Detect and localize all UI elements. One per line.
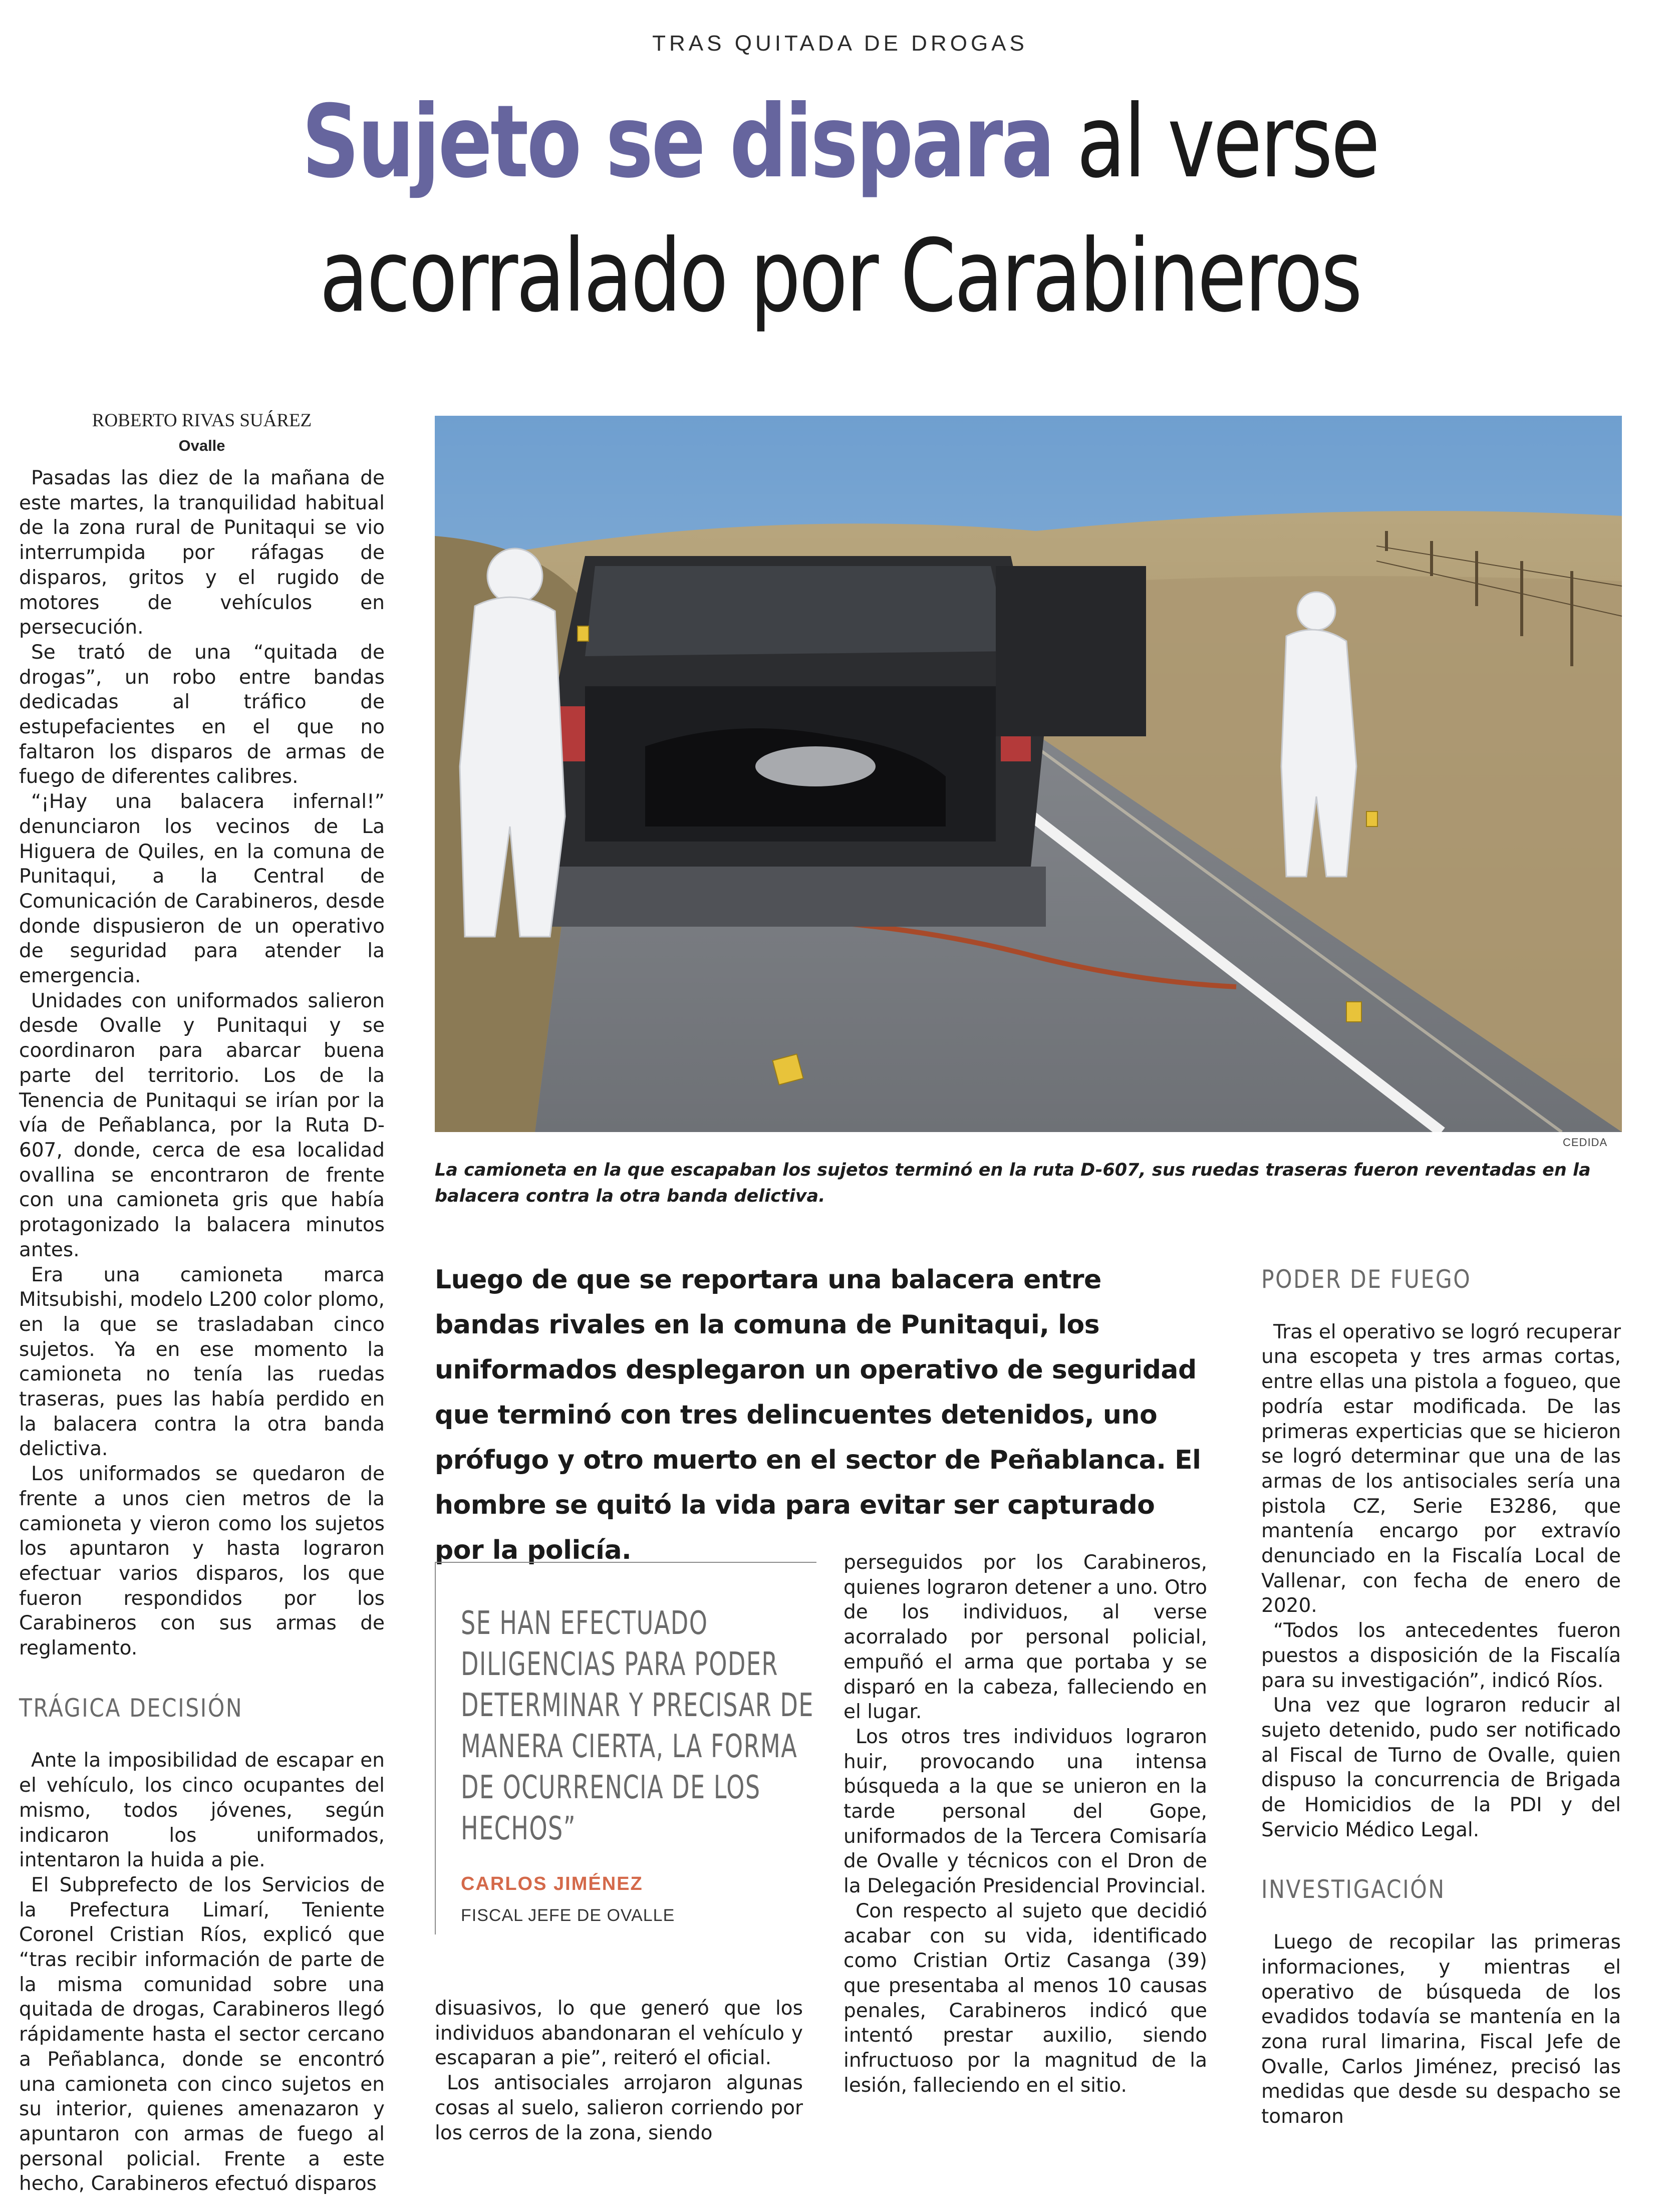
paragraph: Tras el operativo se logró recuperar una escopeta y tres armas cortas, entre ellas una pistola a fogueo, que podría estar modificada. De las primeras experticias que se hicieron se logró determinar que una de las armas de los antisociales sería una pistola CZ, Serie E3286, que mantenía encargo por extravío denunciado en la Fiscalía Local de Vallenar, con fecha de enero de 2020. bbox=[1261, 1320, 1621, 1617]
paragraph: Se trató de una “quitada de drogas”, un robo entre bandas dedicadas al tráfico de estupefacientes en el que no faltaron los disparos de armas de fuego de diferentes calibres. bbox=[19, 641, 385, 788]
photo-credit: CEDIDA bbox=[1563, 1136, 1608, 1149]
photo-caption: La camioneta en la que escapaban los sujetos terminó en la ruta D-607, sus ruedas traseras fueron reventadas en la balacera contra la otra banda delictiva. bbox=[435, 1160, 1591, 1206]
pull-quote-text: SE HAN EFECTUADO DILIGENCIAS PARA PODER DETERMINAR Y PRECISAR DE MANERA CIERTA, LA FORMA DE OCURRENCIA DE LOS HECHOS” bbox=[461, 1605, 814, 1847]
headline bbox=[168, 75, 1512, 344]
paragraph: Luego de recopilar las primeras informaciones, y mientras el operativo de búsqueda de los evadidos todavía se mantenía en la zona rural limarina, Fiscal Jefe de Ovalle, Carlos Jiménez, precisó las medidas que desde su despacho se tomaron bbox=[1261, 1931, 1621, 2128]
paragraph: Unidades con uniformados salieron desde Ovalle y Punitaqui y se coordinaron para abarcar buena parte del territorio. Los de la Tenencia de Punitaqui se irían por la vía de Peñablanca, por la Ruta D-607, donde, cerca de esa localidad ovallina se encontraron de frente con una camioneta gris que había protagonizado la balacera minutos antes. bbox=[19, 989, 385, 1261]
article-column-2 bbox=[435, 1996, 803, 2145]
section-kicker: TRAS QUITADA DE DROGAS bbox=[652, 31, 1028, 56]
paragraph: Los uniformados se quedaron de frente a unos cien metros de la camioneta y vieron como los sujetos los apuntaron y hasta lograron efectuar varios disparos, los que fueron respondidos por los Carabineros con sus armas de reglamento. bbox=[19, 1463, 385, 1660]
paragraph: Era una camioneta marca Mitsubishi, modelo L200 color plomo, en la que se trasladaban cinco sujetos. Ya en ese momento la camioneta no tenía las ruedas traseras, pues las había perdido en la balacera contra la otra banda delictiva. bbox=[19, 1263, 385, 1461]
paragraph: disuasivos, lo que generó que los individuos abandonaran el vehículo y escaparan a pie”, reiteró el oficial. bbox=[435, 1997, 803, 2070]
paragraph: Los antisociales arrojaron algunas cosas al suelo, salieron corriendo por los cerros de la zona, siendo bbox=[435, 2072, 803, 2144]
byline-author: ROBERTO RIVAS SUÁREZ bbox=[92, 410, 312, 431]
subhead-investigacion: INVESTIGACIÓN bbox=[1261, 1875, 1446, 1904]
article-column-3 bbox=[844, 1550, 1207, 2098]
subhead-poder-de-fuego: PODER DE FUEGO bbox=[1261, 1265, 1472, 1294]
paragraph: Una vez que lograron reducir al sujeto detenido, pudo ser notificado al Fiscal de Turno de Ovalle, quien dispuso la concurrencia de Brigada de Homicidios de la PDI y del Servicio Médico Legal. bbox=[1261, 1694, 1621, 1841]
headline-line2: acorralado por Carabineros bbox=[319, 218, 1361, 335]
byline-location: Ovalle bbox=[178, 437, 225, 454]
pull-quote-role: FISCAL JEFE DE OVALLE bbox=[461, 1906, 675, 1925]
lead-paragraph: Luego de que se reportara una balacera entre bandas rivales en la comuna de Punitaqui, los uniformados desplegaron un operativo de seguridad que terminó con tres delincuentes detenidos, uno prófugo y otro muerto en el sector de Peñablanca. El hombre se quitó la vida para evitar ser capturado por la policía. bbox=[435, 1265, 1201, 1565]
headline-highlight: Sujeto se dispara bbox=[302, 84, 1053, 200]
paragraph: perseguidos por los Carabineros, quienes lograron detener a uno. Otro de los individuos, al verse acorralado por personal policial, empuñó el arma que portaba y se disparó en la cabeza, falleciendo en el lugar. bbox=[844, 1551, 1207, 1724]
crime-scene-photo bbox=[435, 416, 1622, 1132]
paragraph: “Todos los antecedentes fueron puestos a disposición de la Fiscalía para su investigación”, indicó Ríos. bbox=[1261, 1619, 1621, 1692]
headline-line1-rest: al verse bbox=[1053, 84, 1378, 200]
subhead-tragica-decision: TRÁGICA DECISIÓN bbox=[19, 1693, 243, 1723]
paragraph: Ante la imposibilidad de escapar en el vehículo, los cinco ocupantes del mismo, todos jóvenes, según indicaron los uniformados, intentaron la huida a pie. bbox=[19, 1749, 385, 1872]
paragraph: Con respecto al sujeto que decidió acabar con su vida, identificado como Cristian Ortiz Casanga (39) que presentaba al menos 10 causas penales, Carabineros indicó que intentó prestar auxilio, siendo infructuoso por la magnitud de la lesión, falleciendo en el sitio. bbox=[844, 1899, 1207, 2097]
pull-quote-author: CARLOS JIMÉNEZ bbox=[461, 1873, 643, 1894]
paragraph: “¡Hay una balacera infernal!” denunciaron los vecinos de La Higuera de Quiles, en la comuna de Punitaqui, a la Central de Comunicación de Carabineros, desde donde dispusieron de un operativo de seguridad para atender la emergencia. bbox=[19, 790, 385, 988]
paragraph: Pasadas las diez de la mañana de este martes, la tranquilidad habitual de la zona rural de Punitaqui se vio interrumpida por ráfagas de disparos, gritos y el rugido de motores de vehículos en persecución. bbox=[19, 467, 385, 639]
article-column-1 bbox=[19, 466, 385, 2196]
article-column-4 bbox=[1261, 1267, 1621, 2129]
paragraph: El Subprefecto de los Servicios de la Prefectura Limarí, Teniente Coronel Cristian Ríos, explicó que “tras recibir información de parte de la misma comunidad sobre una quitada de drogas, Carabineros llegó rápidamente hasta el sector cercano a Peñablanca, donde se encontró una camioneta con cinco sujetos en su interior, quienes amenazaron y apuntaron con armas de fuego al personal policial. Frente a este hecho, Carabineros efectuó disparos bbox=[19, 1873, 385, 2195]
paragraph: Los otros tres individuos lograron huir, provocando una intensa búsqueda a la que se unieron en la tarde personal del Gope, uniformados de la Tercera Comisaría de Ovalle y técnicos con el Dron de la Delegación Presidencial Provincial. bbox=[844, 1725, 1207, 1898]
